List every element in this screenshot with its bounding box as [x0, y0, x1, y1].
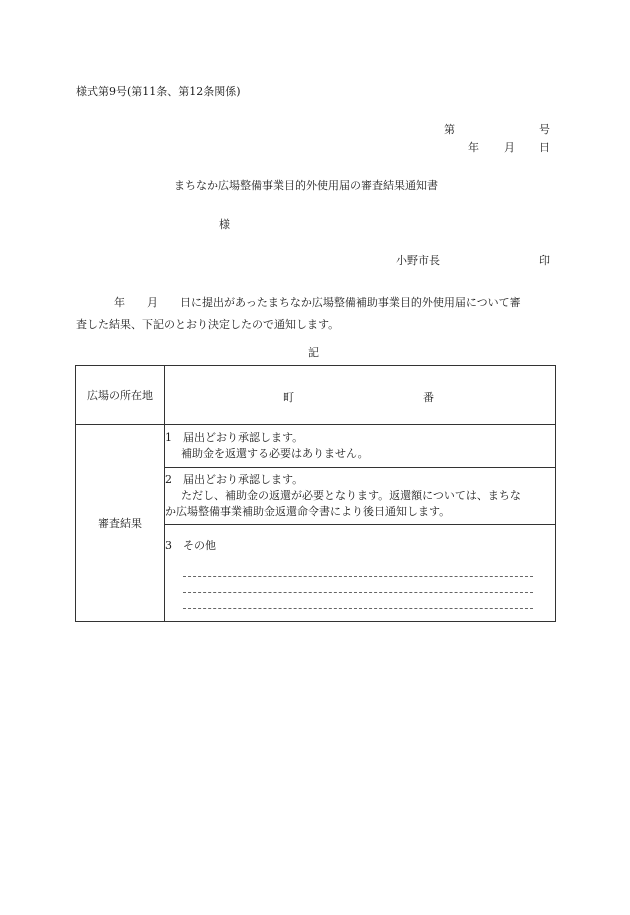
- location-row: [76, 366, 556, 425]
- notice-body: [76, 292, 556, 336]
- review-option-3[interactable]: [165, 525, 556, 622]
- option-number: 1: [165, 431, 172, 444]
- other-entry-line[interactable]: [183, 608, 533, 609]
- other-entry-line[interactable]: [183, 576, 533, 577]
- option-number: 2: [165, 473, 172, 486]
- location-ban-label: 番: [423, 391, 434, 404]
- body-month-label: 月: [147, 296, 158, 309]
- document-title: まちなか広場整備事業目的外使用届の審査結果通知書: [174, 179, 438, 192]
- location-cho-label: 町: [283, 391, 294, 404]
- review-option-1[interactable]: [165, 425, 556, 468]
- other-entry-line[interactable]: [183, 592, 533, 593]
- option-text: 届出どおり承認します。: [183, 473, 304, 486]
- option-text: ただし、補助金の返還が必要となります。返還額については、まちな: [181, 489, 521, 502]
- document-number-prefix: 第: [444, 123, 455, 136]
- location-cell[interactable]: [165, 366, 556, 425]
- review-result-label: 審査結果: [76, 425, 165, 622]
- review-table: [75, 365, 556, 622]
- option-text: その他: [183, 538, 216, 552]
- date-year-label: 年: [468, 141, 479, 154]
- issuer-name: 小野市長: [396, 254, 440, 267]
- review-option-2[interactable]: [165, 468, 556, 525]
- seal-mark: 印: [539, 254, 550, 267]
- option-text: 届出どおり承認します。: [183, 431, 304, 444]
- review-option-1-row: [76, 425, 556, 468]
- date-day-label: 日: [539, 141, 550, 154]
- option-text: か広場整備事業補助金返還命令書により後日通知します。: [165, 505, 451, 518]
- form-identifier: 様式第9号(第11条、第12条関係): [76, 85, 241, 98]
- body-year-label: 年: [114, 296, 125, 309]
- location-label: 広場の所在地: [76, 366, 165, 425]
- document-number-suffix: 号: [539, 123, 550, 136]
- body-text-line2: 査した結果、下記のとおり決定したので通知します。: [76, 318, 340, 331]
- ki-heading: 記: [308, 346, 319, 359]
- addressee-suffix: 様: [219, 218, 230, 231]
- date-month-label: 月: [504, 141, 515, 154]
- option-text: 補助金を返還する必要はありません。: [181, 447, 369, 460]
- option-number: 3: [165, 538, 172, 552]
- body-text-line1: 日に提出があったまちなか広場整備補助事業目的外使用届について審: [180, 296, 521, 309]
